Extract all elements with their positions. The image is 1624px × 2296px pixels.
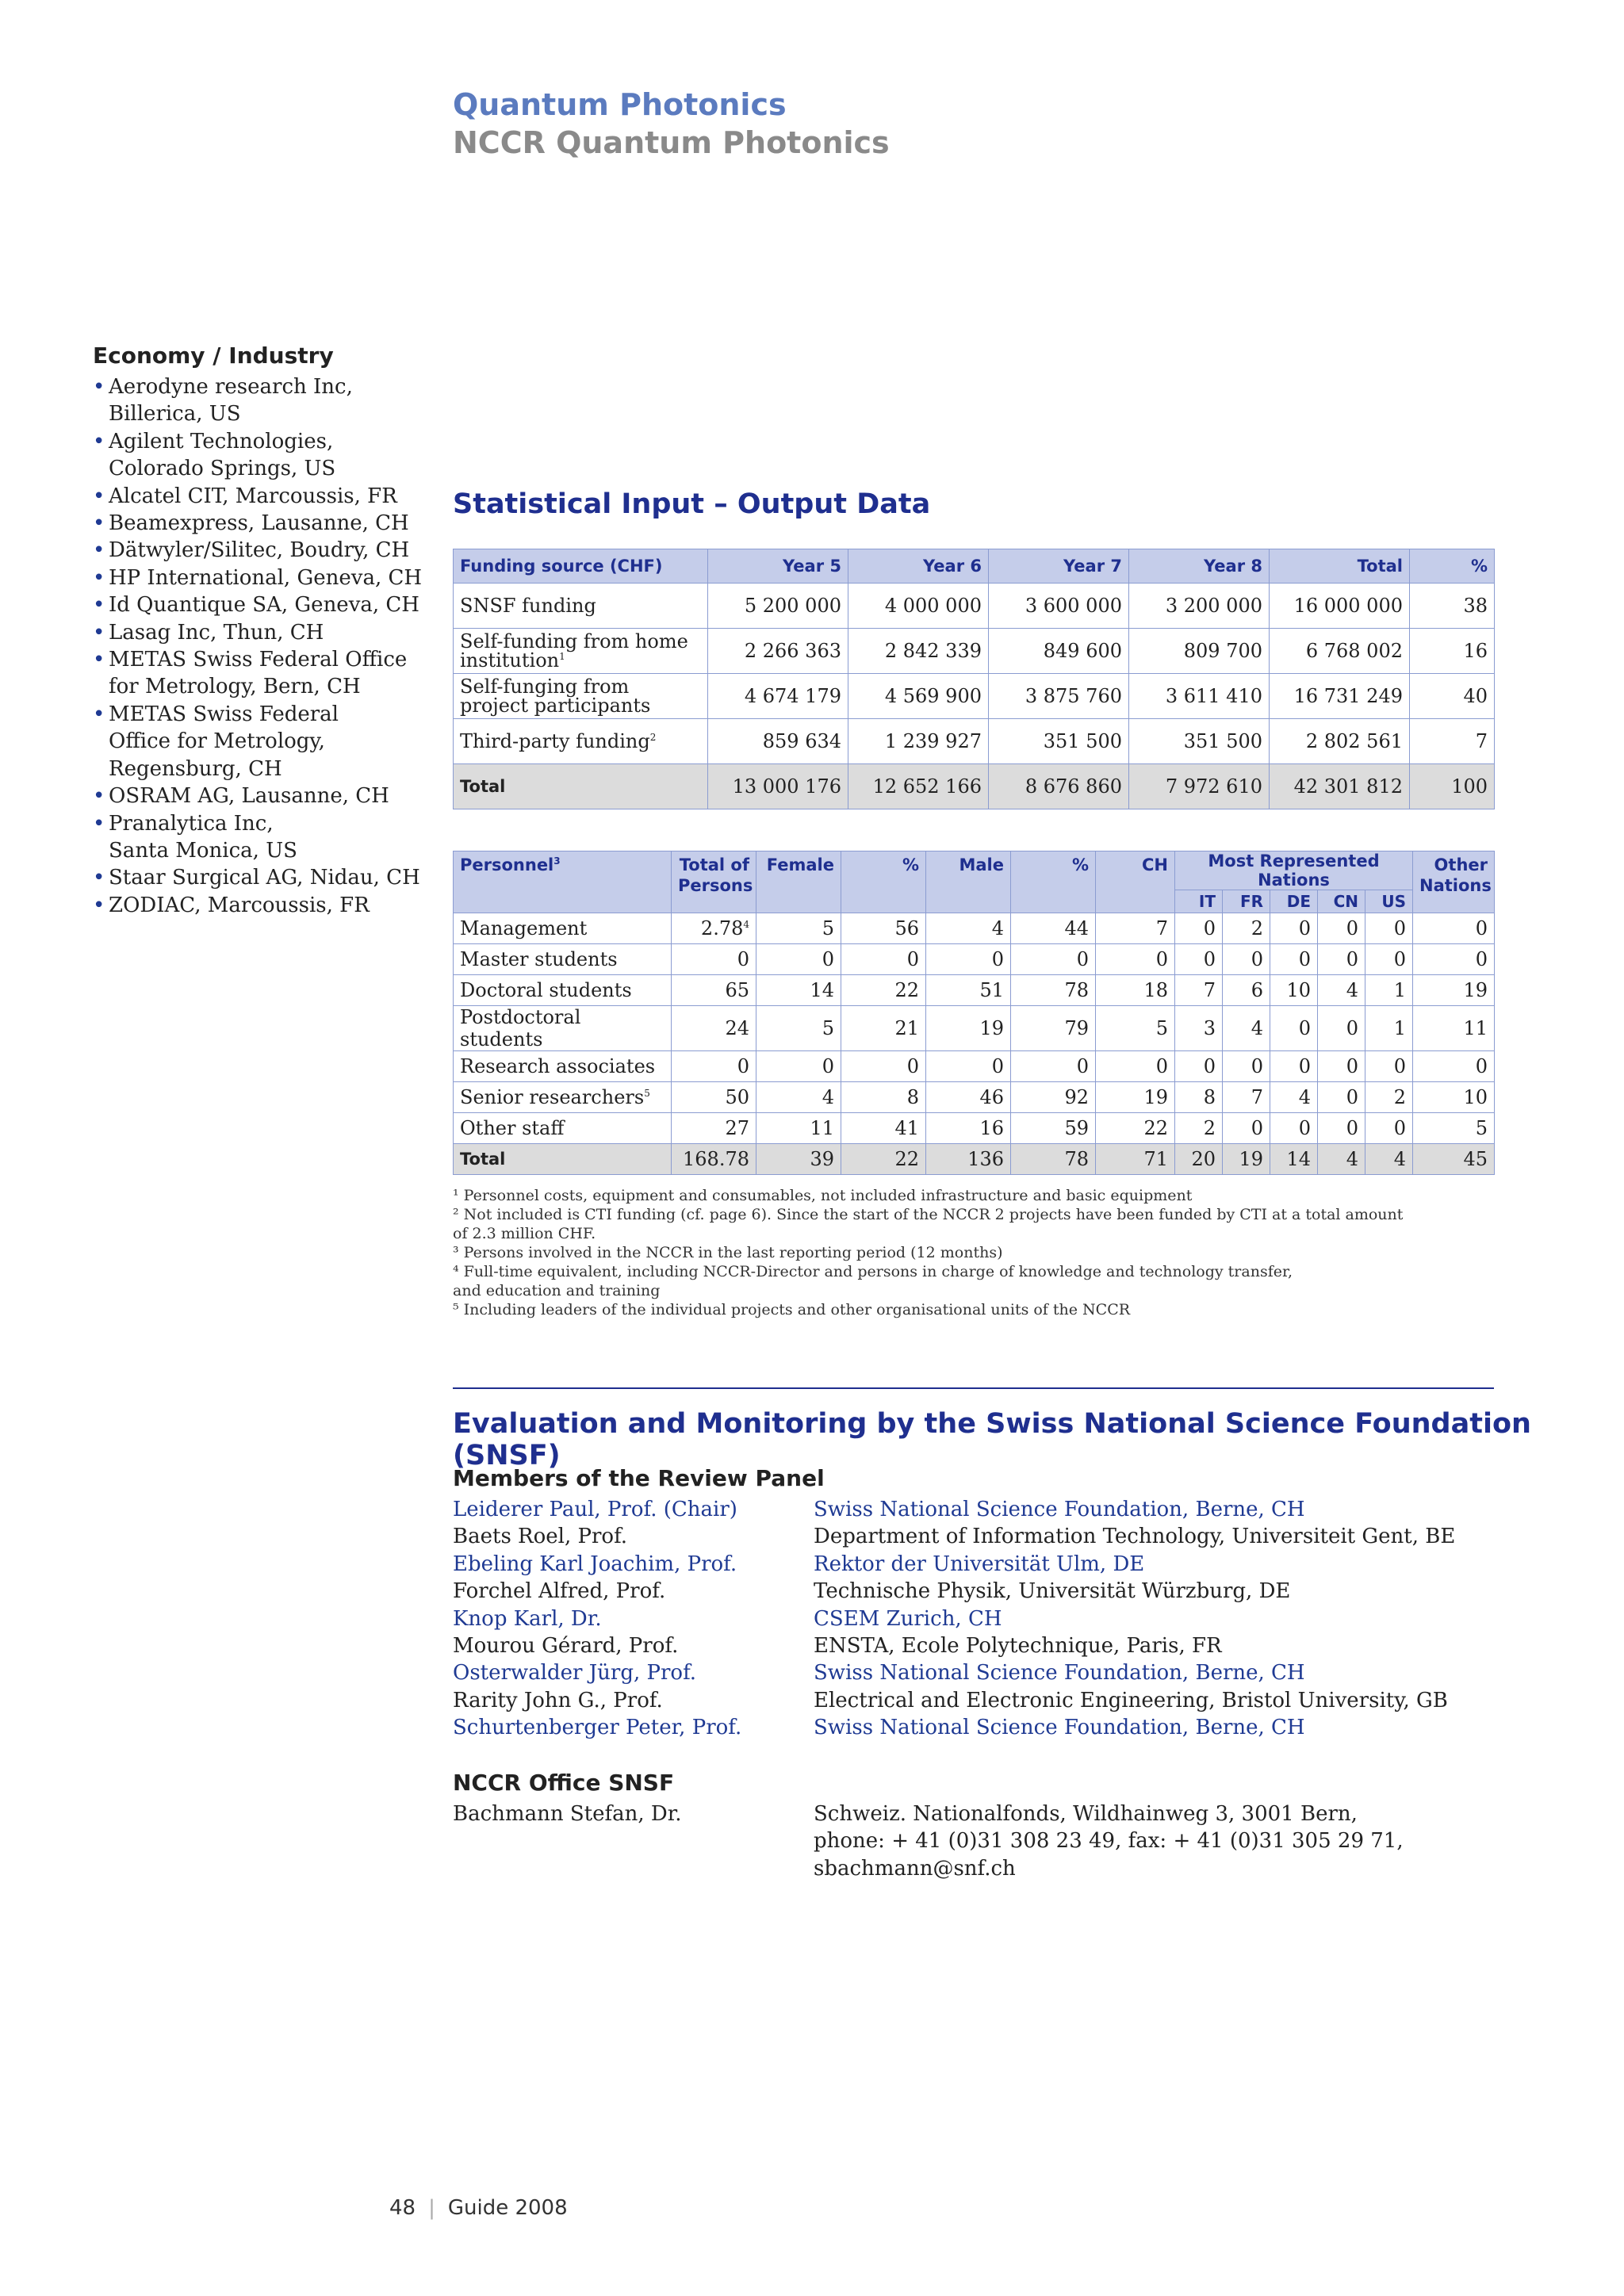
panel-member: [453, 1496, 1523, 1523]
bullet-icon: •: [93, 702, 105, 726]
table-cell: 16 731 249: [1270, 674, 1410, 719]
table-cell: 46: [926, 1082, 1011, 1113]
member-name: Osterwalder Jürg, Prof.: [453, 1661, 697, 1686]
economy-item: • Agilent Technologies, Colorado Springs, US: [93, 429, 336, 481]
bullet-icon: •: [93, 538, 105, 563]
ch-header: CH: [1096, 851, 1175, 913]
table-cell: 4: [1223, 1006, 1270, 1051]
nation-header: IT: [1175, 890, 1223, 913]
table-cell: 38: [1410, 584, 1495, 629]
table-cell: 56: [841, 913, 926, 944]
economy-item: • Dätwyler/Silitec, Boudry, CH: [93, 537, 426, 564]
table-cell: 4 569 900: [848, 674, 989, 719]
table-cell: 22: [841, 1144, 926, 1175]
section-divider: [453, 1387, 1494, 1389]
table-row: [454, 1113, 1495, 1144]
table-cell: 859 634: [708, 719, 848, 764]
table-cell: 0: [1175, 944, 1223, 975]
economy-heading: Economy / Industry: [93, 342, 334, 369]
panel-member: [453, 1687, 1523, 1714]
address-line: Schweiz. Nationalfonds, Wildhainweg 3, 3001 Bern,: [814, 1802, 1358, 1826]
table-cell: 20: [1175, 1144, 1223, 1175]
economy-item: • Id Quantique SA, Geneva, CH: [93, 591, 426, 618]
member-name: Rarity John G., Prof.: [453, 1688, 663, 1712]
table-cell: 27: [672, 1113, 756, 1144]
table-cell: 5: [1096, 1006, 1175, 1051]
table-cell: 13 000 176: [708, 764, 848, 809]
economy-item: • Lasag Inc, Thun, CH: [93, 619, 426, 646]
member-institution: ENSTA, Ecole Polytechnique, Paris, FR: [814, 1634, 1222, 1659]
nation-header: CN: [1318, 890, 1365, 913]
table-cell: 4: [756, 1082, 841, 1113]
table-cell: 4: [1318, 1144, 1365, 1175]
table-cell: 0: [1318, 1082, 1365, 1113]
table-cell: 0: [841, 944, 926, 975]
table-cell: 7 972 610: [1129, 764, 1270, 809]
table-cell: 6: [1223, 975, 1270, 1006]
table-cell: 0: [1270, 913, 1318, 944]
table-cell: 19: [1413, 975, 1495, 1006]
row-label: Third-party funding$^2$: [454, 719, 708, 764]
table-cell: 7: [1175, 975, 1223, 1006]
female-pct-header: %: [841, 851, 926, 913]
funding-col-header: Total: [1270, 549, 1410, 584]
table-cell: 0: [1365, 1051, 1413, 1082]
table-cell: 0: [1223, 944, 1270, 975]
table-cell: 11: [1413, 1006, 1495, 1051]
table-cell: 0: [672, 1051, 756, 1082]
table-cell: 10: [1270, 975, 1318, 1006]
economy-item: • METAS Swiss Federal Office for Metrology, Regensburg, CH: [93, 702, 339, 781]
female-header: Female: [756, 851, 841, 913]
table-cell: 100: [1410, 764, 1495, 809]
table-cell: 2: [1175, 1113, 1223, 1144]
table-cell: 3 600 000: [989, 584, 1129, 629]
table-cell: 3 611 410: [1129, 674, 1270, 719]
table-cell: 136: [926, 1144, 1011, 1175]
table-cell: 14: [756, 975, 841, 1006]
male-header: Male: [926, 851, 1011, 913]
table-cell: 19: [1223, 1144, 1270, 1175]
economy-item: • Aerodyne research Inc, Billerica, US: [93, 375, 353, 427]
table-cell: 0: [1413, 1051, 1495, 1082]
table-row: [454, 1006, 1495, 1051]
table-row: [454, 674, 1495, 719]
economy-item: • ZODIAC, Marcoussis, FR: [93, 892, 426, 919]
total-row: [454, 1144, 1495, 1175]
table-cell: 4: [926, 913, 1011, 944]
table-cell: 16 000 000: [1270, 584, 1410, 629]
nation-header: FR: [1223, 890, 1270, 913]
table-cell: 0: [1318, 944, 1365, 975]
bullet-icon: •: [93, 648, 105, 672]
page-title: Quantum Photonics: [453, 87, 787, 122]
table-cell: 0: [1365, 944, 1413, 975]
page-number: 48: [389, 2196, 416, 2220]
table-cell: 4 000 000: [848, 584, 989, 629]
table-cell: 0: [672, 944, 756, 975]
table-cell: 7: [1096, 913, 1175, 944]
table-row: [454, 719, 1495, 764]
table-cell: 19: [1096, 1082, 1175, 1113]
bullet-icon: •: [93, 620, 105, 645]
table-cell: 3: [1175, 1006, 1223, 1051]
table-cell: 78: [1011, 975, 1096, 1006]
total-row: [454, 764, 1495, 809]
personnel-table: [453, 851, 1495, 1175]
table-cell: 2 802 561: [1270, 719, 1410, 764]
table-cell: 351 500: [1129, 719, 1270, 764]
row-label: Management: [454, 913, 672, 944]
table-cell: 0: [1096, 1051, 1175, 1082]
table-cell: 3 200 000: [1129, 584, 1270, 629]
funding-col-header: Year 5: [708, 549, 848, 584]
table-cell: 4: [1318, 975, 1365, 1006]
table-cell: 5: [1413, 1113, 1495, 1144]
other-nations-header: Other Nations: [1413, 851, 1495, 913]
table-row: [454, 1082, 1495, 1113]
member-institution: Technische Physik, Universität Würzburg, DE: [814, 1579, 1291, 1604]
bullet-icon: •: [93, 593, 105, 618]
footnote: ¹ Personnel costs, equipment and consumables, not included infrastructure and basic equipment: [453, 1187, 1193, 1204]
nation-header: US: [1365, 890, 1413, 913]
table-cell: 42 301 812: [1270, 764, 1410, 809]
table-cell: 59: [1011, 1113, 1096, 1144]
table-cell: 0: [756, 1051, 841, 1082]
panel-member: [453, 1523, 1523, 1550]
panel-member: [453, 1632, 1523, 1659]
panel-member: [453, 1714, 1523, 1741]
table-cell: 0: [1365, 913, 1413, 944]
table-cell: 351 500: [989, 719, 1129, 764]
table-cell: 92: [1011, 1082, 1096, 1113]
member-name: Ebeling Karl Joachim, Prof.: [453, 1552, 737, 1576]
most-represented-nations-header: Most Represented Nations: [1175, 851, 1413, 890]
funding-col-header: %: [1410, 549, 1495, 584]
table-cell: 44: [1011, 913, 1096, 944]
table-row: [454, 584, 1495, 629]
bullet-icon: •: [93, 866, 105, 890]
table-row: [454, 975, 1495, 1006]
review-panel-members: [453, 1496, 1523, 1742]
table-cell: 0: [1096, 944, 1175, 975]
table-cell: 7: [1410, 719, 1495, 764]
review-panel: [453, 1465, 1523, 1742]
table-cell: 5: [756, 913, 841, 944]
economy-industry-list: [93, 342, 426, 919]
table-cell: 22: [841, 975, 926, 1006]
economy-items: [93, 373, 426, 919]
row-label: Total: [454, 1144, 672, 1175]
member-name: Forchel Alfred, Prof.: [453, 1579, 666, 1604]
table-cell: 0: [1223, 1051, 1270, 1082]
member-institution: Department of Information Technology, Universiteit Gent, BE: [814, 1525, 1456, 1549]
member-institution: Rektor der Universität Ulm, DE: [814, 1552, 1145, 1576]
table-cell: 2 266 363: [708, 629, 848, 674]
office-heading: NCCR Office SNSF: [453, 1770, 675, 1796]
member-name: Knop Karl, Dr.: [453, 1606, 602, 1631]
table-cell: 0: [1175, 913, 1223, 944]
table-cell: 5: [756, 1006, 841, 1051]
table-cell: 0: [1011, 1051, 1096, 1082]
economy-item: • Alcatel CIT, Marcoussis, FR: [93, 483, 426, 510]
member-institution: Swiss National Science Foundation, Berne, CH: [814, 1498, 1305, 1521]
bullet-icon: •: [93, 811, 105, 836]
bullet-icon: •: [93, 565, 105, 590]
economy-item: • METAS Swiss Federal Office for Metrology, Bern, CH: [93, 648, 408, 699]
table-cell: 0: [841, 1051, 926, 1082]
row-label: Other staff: [454, 1113, 672, 1144]
table-cell: 2: [1365, 1082, 1413, 1113]
table-cell: 0: [1270, 1006, 1318, 1051]
funding-col-header: Year 6: [848, 549, 989, 584]
table-row: [454, 913, 1495, 944]
table-cell: 7: [1223, 1082, 1270, 1113]
panel-member: [453, 1578, 1523, 1605]
table-cell: 0: [1413, 944, 1495, 975]
table-cell: 22: [1096, 1113, 1175, 1144]
member-institution: CSEM Zurich, CH: [814, 1606, 1002, 1631]
table-cell: 1: [1365, 975, 1413, 1006]
row-label: Self-funding from home institution$^1$: [454, 629, 708, 674]
member-institution: Swiss National Science Foundation, Berne, CH: [814, 1716, 1305, 1740]
table-row: [454, 1051, 1495, 1082]
table-cell: 11: [756, 1113, 841, 1144]
member-name: Leiderer Paul, Prof. (Chair): [453, 1498, 737, 1521]
member-institution: Swiss National Science Foundation, Berne, CH: [814, 1661, 1305, 1686]
table-cell: 24: [672, 1006, 756, 1051]
table-cell: 3 875 760: [989, 674, 1129, 719]
table-cell: 50: [672, 1082, 756, 1113]
table-cell: 0: [1270, 1051, 1318, 1082]
panel-member: [453, 1551, 1523, 1578]
table-cell: 0: [1270, 1113, 1318, 1144]
table-cell: 10: [1413, 1082, 1495, 1113]
member-name: Schurtenberger Peter, Prof.: [453, 1716, 742, 1740]
table-cell: 65: [672, 975, 756, 1006]
table-cell: 0: [926, 1051, 1011, 1082]
panel-member: [453, 1659, 1523, 1686]
evaluation-title: Evaluation and Monitoring by the Swiss National Science Foundation (SNSF): [453, 1408, 1531, 1471]
table-cell: 8 676 860: [989, 764, 1129, 809]
guide-label: Guide 2008: [447, 2196, 568, 2220]
footnote: ⁴ Full-time equivalent, including NCCR-Director and persons in charge of knowledge and technology transfer, and education and training: [453, 1263, 1293, 1299]
row-label: Postdoctoral students: [454, 1006, 672, 1051]
table-cell: 4 674 179: [708, 674, 848, 719]
table-cell: 0: [1318, 1051, 1365, 1082]
table-cell: 1 239 927: [848, 719, 989, 764]
row-label: Doctoral students: [454, 975, 672, 1006]
nation-header: DE: [1270, 890, 1318, 913]
economy-item: • OSRAM AG, Lausanne, CH: [93, 783, 426, 809]
table-cell: 1: [1365, 1006, 1413, 1051]
bullet-icon: •: [93, 429, 105, 453]
table-cell: 4: [1270, 1082, 1318, 1113]
table-cell: 168.78: [672, 1144, 756, 1175]
table-cell: 18: [1096, 975, 1175, 1006]
table-cell: 51: [926, 975, 1011, 1006]
member-institution: Electrical and Electronic Engineering, Bristol University, GB: [814, 1688, 1448, 1712]
table-row: [454, 944, 1495, 975]
table-cell: 8: [841, 1082, 926, 1113]
table-cell: 0: [1175, 1051, 1223, 1082]
table-cell: 0: [1223, 1113, 1270, 1144]
table-cell: 16: [926, 1113, 1011, 1144]
row-label: SNSF funding: [454, 584, 708, 629]
funding-table: [453, 549, 1495, 809]
row-label: Master students: [454, 944, 672, 975]
economy-item: • HP International, Geneva, CH: [93, 564, 426, 591]
table-cell: 14: [1270, 1144, 1318, 1175]
funding-col-header: Year 7: [989, 549, 1129, 584]
table-cell: 0: [1413, 913, 1495, 944]
stats-title: Statistical Input – Output Data: [453, 488, 931, 520]
office-contact-name: Bachmann Stefan, Dr.: [453, 1802, 682, 1826]
row-label: Research associates: [454, 1051, 672, 1082]
bullet-icon: •: [93, 511, 105, 536]
bullet-icon: •: [93, 893, 105, 917]
row-label: Senior researchers$^5$: [454, 1082, 672, 1113]
table-cell: 12 652 166: [848, 764, 989, 809]
office-address: [814, 1800, 1523, 1882]
table-cell: 41: [841, 1113, 926, 1144]
table-cell: 0: [1318, 913, 1365, 944]
nccr-office: [453, 1770, 1523, 1882]
table-cell: 78: [1011, 1144, 1096, 1175]
table-cell: 16: [1410, 629, 1495, 674]
table-cell: 5 200 000: [708, 584, 848, 629]
table-cell: 2 842 339: [848, 629, 989, 674]
table-cell: 0: [1011, 944, 1096, 975]
table-cell: 4: [1365, 1144, 1413, 1175]
table-cell: 79: [1011, 1006, 1096, 1051]
table-cell: 21: [841, 1006, 926, 1051]
table-cell: 0: [1365, 1113, 1413, 1144]
table-cell: 45: [1413, 1144, 1495, 1175]
table-cell: 0: [1318, 1006, 1365, 1051]
table-cell: 2: [1223, 913, 1270, 944]
page-footer: 48 | Guide 2008: [389, 2196, 568, 2220]
funding-col-header: Year 8: [1129, 549, 1270, 584]
funding-col-header: Funding source (CHF): [454, 549, 708, 584]
bullet-icon: •: [93, 784, 105, 809]
member-name: Mourou Gérard, Prof.: [453, 1634, 679, 1659]
footnote: ³ Persons involved in the NCCR in the last reporting period (12 months): [453, 1244, 1003, 1261]
table-cell: 71: [1096, 1144, 1175, 1175]
footnotes: [453, 1186, 1500, 1319]
address-line: phone: + 41 (0)31 308 23 49, fax: + 41 (0)31 305 29 71,: [814, 1829, 1404, 1854]
page-header: [453, 86, 890, 162]
economy-item: • Pranalytica Inc, Santa Monica, US: [93, 811, 297, 863]
page-subtitle: NCCR Quantum Photonics: [453, 125, 890, 160]
member-name: Baets Roel, Prof.: [453, 1525, 628, 1549]
table-row: [454, 629, 1495, 674]
table-cell: 40: [1410, 674, 1495, 719]
table-cell: 0: [1318, 1113, 1365, 1144]
funding-header-row: [454, 549, 1495, 584]
economy-item: • Staar Surgical AG, Nidau, CH: [93, 864, 426, 891]
table-cell: 809 700: [1129, 629, 1270, 674]
table-cell: 849 600: [989, 629, 1129, 674]
personnel-header: Personnel$^3$: [454, 851, 672, 913]
bullet-icon: •: [93, 484, 105, 508]
footnote: ⁵ Including leaders of the individual projects and other organisational units of the NCCR: [453, 1301, 1131, 1318]
table-cell: 19: [926, 1006, 1011, 1051]
address-line: sbachmann@snf.ch: [814, 1856, 1016, 1881]
footnote: ² Not included is CTI funding (cf. page 6). Since the start of the NCCR 2 projects have been funded by CTI at a total amount of 2.3 million CHF.: [453, 1206, 1404, 1242]
male-pct-header: %: [1011, 851, 1096, 913]
table-cell: 0: [926, 944, 1011, 975]
table-cell: 39: [756, 1144, 841, 1175]
row-label: Total: [454, 764, 708, 809]
total-persons-header: Total of Persons: [672, 851, 756, 913]
table-cell: 6 768 002: [1270, 629, 1410, 674]
table-cell: 0: [756, 944, 841, 975]
table-cell: 8: [1175, 1082, 1223, 1113]
economy-item: • Beamexpress, Lausanne, CH: [93, 510, 426, 537]
bullet-icon: •: [93, 375, 105, 399]
table-cell: 0: [1270, 944, 1318, 975]
row-label: Self-funging from project participants: [454, 674, 708, 719]
review-panel-heading: Members of the Review Panel: [453, 1465, 825, 1491]
table-cell: 2.78$^4$: [672, 913, 756, 944]
panel-member: [453, 1605, 1523, 1632]
